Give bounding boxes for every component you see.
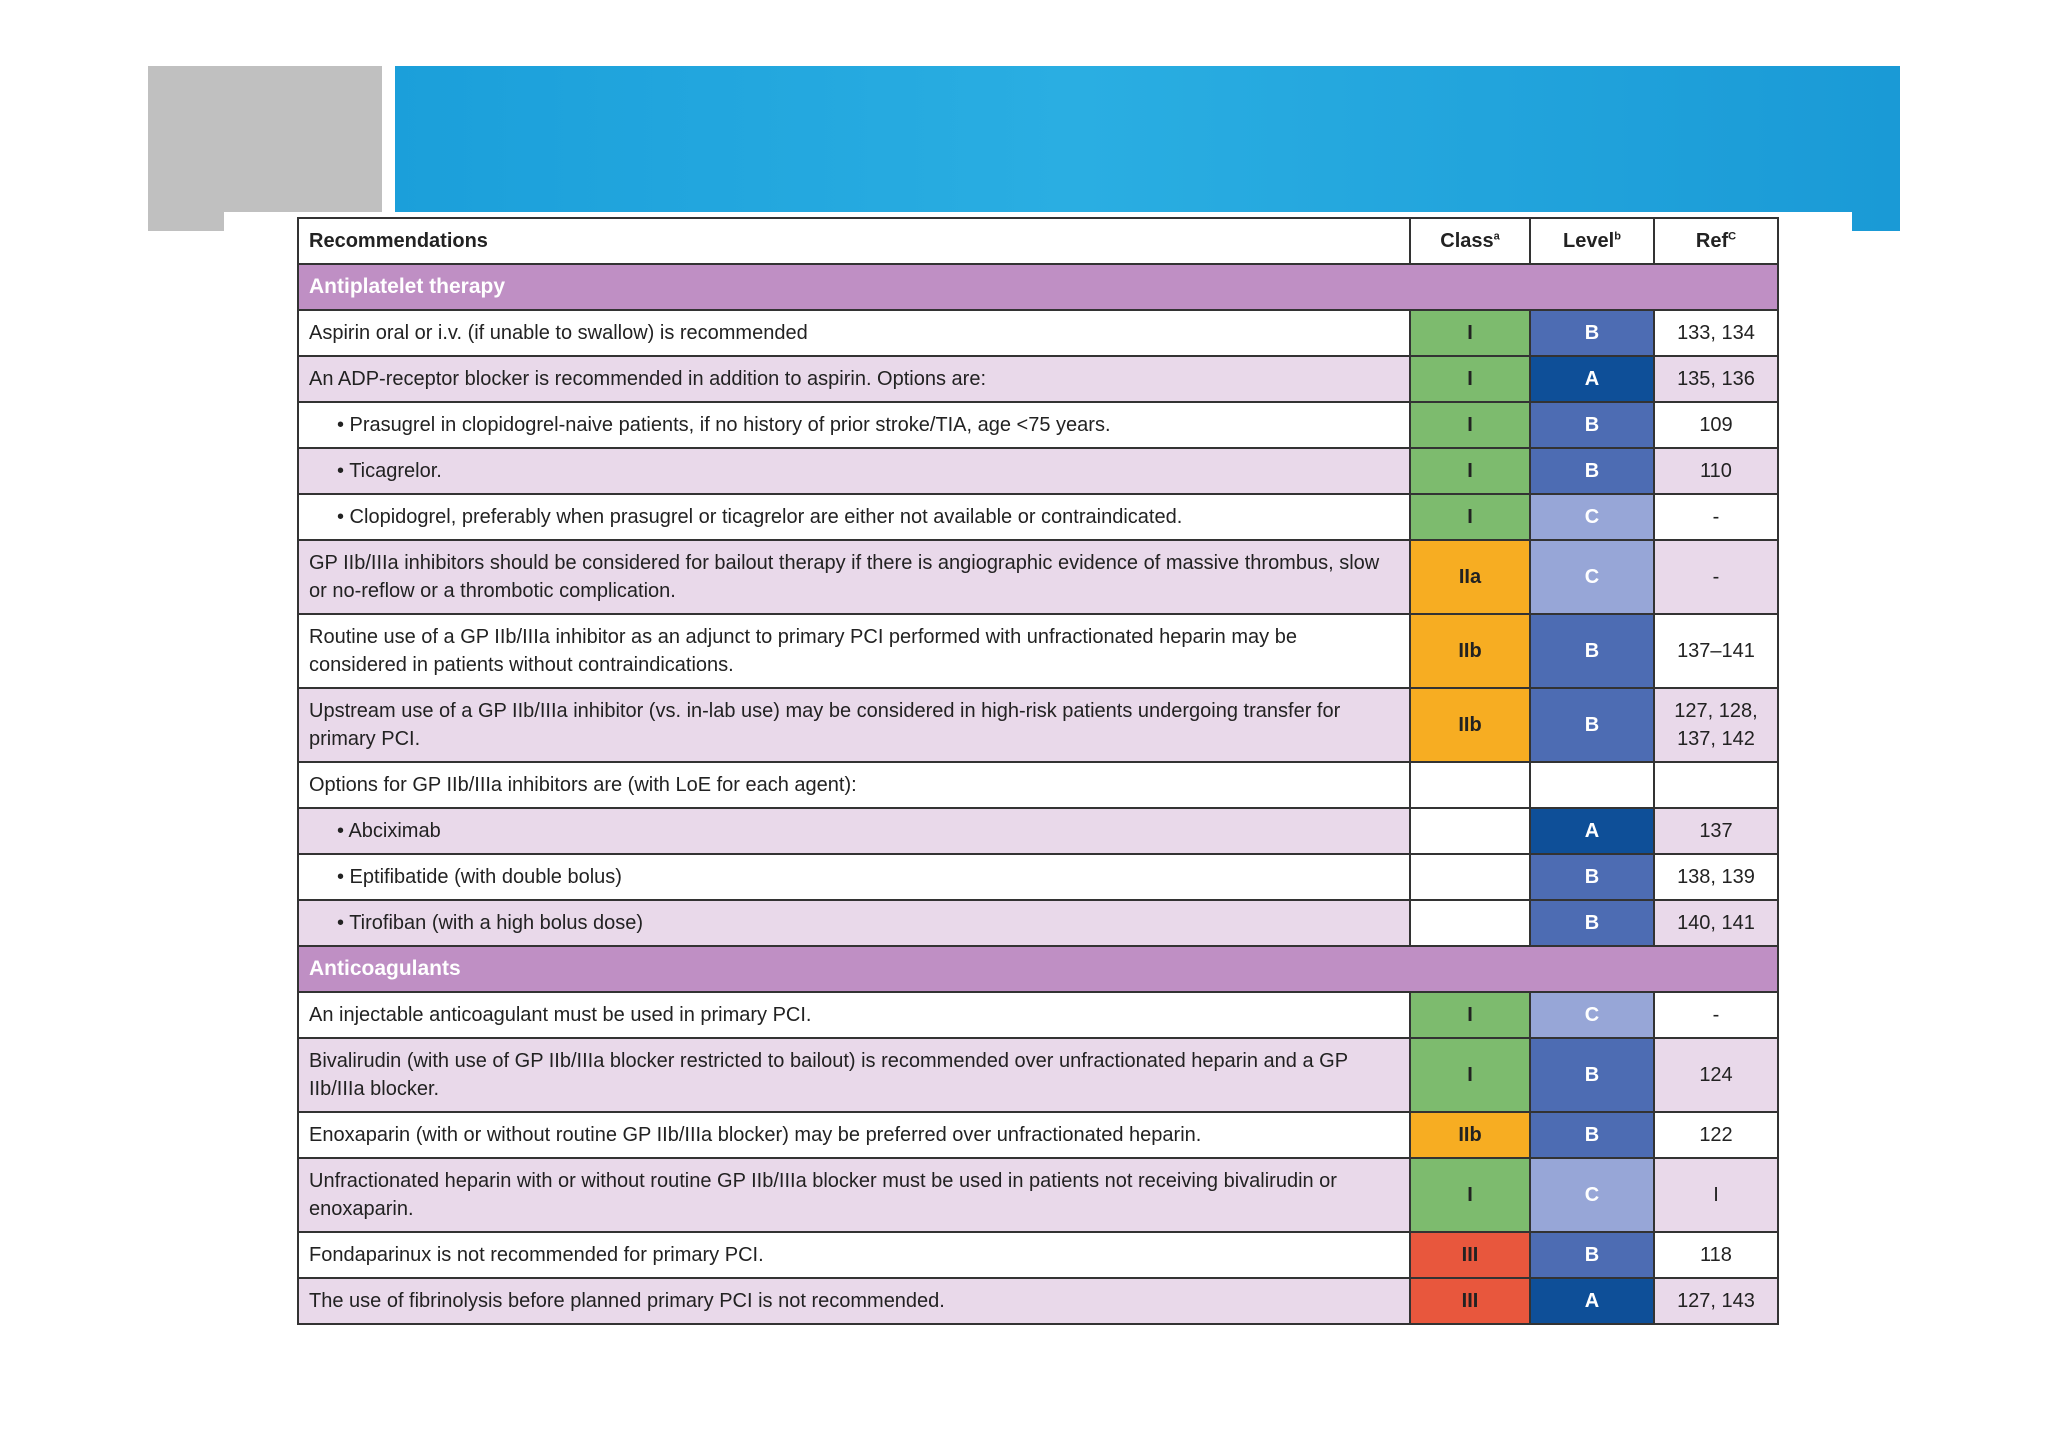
level-cell: B bbox=[1530, 402, 1654, 448]
recommendation-text: Unfractionated heparin with or without routine GP IIb/IIIa blocker must be used in patients not receiving bivalirudin or enoxaparin. bbox=[298, 1158, 1410, 1232]
recommendation-text: An injectable anticoagulant must be used in primary PCI. bbox=[298, 992, 1410, 1038]
class-cell: I bbox=[1410, 1038, 1530, 1112]
ref-cell: 110 bbox=[1654, 448, 1778, 494]
class-cell: I bbox=[1410, 356, 1530, 402]
class-cell bbox=[1410, 808, 1530, 854]
level-cell: B bbox=[1530, 688, 1654, 762]
table-row bbox=[298, 992, 1778, 1038]
class-cell: IIb bbox=[1410, 1112, 1530, 1158]
ref-cell: - bbox=[1654, 992, 1778, 1038]
class-cell: I bbox=[1410, 448, 1530, 494]
class-cell bbox=[1410, 854, 1530, 900]
table-body bbox=[298, 264, 1778, 1324]
ref-cell: 138, 139 bbox=[1654, 854, 1778, 900]
recommendation-text: • Abciximab bbox=[298, 808, 1410, 854]
level-cell: B bbox=[1530, 448, 1654, 494]
level-cell: A bbox=[1530, 356, 1654, 402]
ref-cell: I bbox=[1654, 1158, 1778, 1232]
ref-cell: 133, 134 bbox=[1654, 310, 1778, 356]
table-row bbox=[298, 310, 1778, 356]
class-cell: I bbox=[1410, 494, 1530, 540]
table-row bbox=[298, 540, 1778, 614]
level-cell: A bbox=[1530, 1278, 1654, 1324]
level-cell: C bbox=[1530, 540, 1654, 614]
class-cell bbox=[1410, 900, 1530, 946]
ref-cell: 124 bbox=[1654, 1038, 1778, 1112]
table-row bbox=[298, 494, 1778, 540]
table-row bbox=[298, 762, 1778, 808]
recommendation-text: Options for GP IIb/IIIa inhibitors are (with LoE for each agent): bbox=[298, 762, 1410, 808]
ref-cell: 109 bbox=[1654, 402, 1778, 448]
level-cell: B bbox=[1530, 900, 1654, 946]
header-class: Class$^a$ bbox=[1410, 218, 1530, 264]
table-row bbox=[298, 614, 1778, 688]
level-cell: B bbox=[1530, 614, 1654, 688]
ref-cell: - bbox=[1654, 494, 1778, 540]
class-cell: IIa bbox=[1410, 540, 1530, 614]
header-ref: Ref$^C$ bbox=[1654, 218, 1778, 264]
ref-cell: 135, 136 bbox=[1654, 356, 1778, 402]
recommendation-text: Enoxaparin (with or without routine GP IIb/IIIa blocker) may be preferred over unfractionated heparin. bbox=[298, 1112, 1410, 1158]
level-cell: C bbox=[1530, 1158, 1654, 1232]
recommendation-text: An ADP-receptor blocker is recommended in addition to aspirin. Options are: bbox=[298, 356, 1410, 402]
level-cell: C bbox=[1530, 494, 1654, 540]
recommendation-text: • Ticagrelor. bbox=[298, 448, 1410, 494]
recommendation-text: • Clopidogrel, preferably when prasugrel or ticagrelor are either not available or contraindicated. bbox=[298, 494, 1410, 540]
table-row bbox=[298, 900, 1778, 946]
ref-cell: 127, 128, 137, 142 bbox=[1654, 688, 1778, 762]
ref-cell: 122 bbox=[1654, 1112, 1778, 1158]
table-row bbox=[298, 1232, 1778, 1278]
level-cell: B bbox=[1530, 854, 1654, 900]
class-cell: I bbox=[1410, 992, 1530, 1038]
recommendation-text: GP IIb/IIIa inhibitors should be considered for bailout therapy if there is angiographic evidence of massive thrombus, slow or no-reflow or a thrombotic complication. bbox=[298, 540, 1410, 614]
recommendation-text: Bivalirudin (with use of GP IIb/IIIa blocker restricted to bailout) is recommended over unfractionated heparin and a GP IIb/IIIa blocker. bbox=[298, 1038, 1410, 1112]
level-cell: A bbox=[1530, 808, 1654, 854]
ref-cell: 118 bbox=[1654, 1232, 1778, 1278]
recommendation-text: Upstream use of a GP IIb/IIIa inhibitor (vs. in-lab use) may be considered in high-risk patients undergoing transfer for primary PCI. bbox=[298, 688, 1410, 762]
ref-cell: 140, 141 bbox=[1654, 900, 1778, 946]
class-cell: I bbox=[1410, 310, 1530, 356]
slide-gray-block bbox=[148, 66, 382, 231]
class-cell: I bbox=[1410, 1158, 1530, 1232]
recommendation-text: Fondaparinux is not recommended for primary PCI. bbox=[298, 1232, 1410, 1278]
table-row bbox=[298, 1278, 1778, 1324]
recommendations-table-container bbox=[297, 217, 1777, 1325]
section-header-row bbox=[298, 946, 1778, 992]
recommendation-text: The use of fibrinolysis before planned primary PCI is not recommended. bbox=[298, 1278, 1410, 1324]
level-cell bbox=[1530, 762, 1654, 808]
class-cell bbox=[1410, 762, 1530, 808]
recommendation-text: Aspirin oral or i.v. (if unable to swallow) is recommended bbox=[298, 310, 1410, 356]
section-title: Anticoagulants bbox=[298, 946, 1778, 992]
table-row bbox=[298, 402, 1778, 448]
table-row bbox=[298, 688, 1778, 762]
section-title: Antiplatelet therapy bbox=[298, 264, 1778, 310]
recommendation-text: • Eptifibatide (with double bolus) bbox=[298, 854, 1410, 900]
slide-header-banner bbox=[395, 66, 1900, 231]
table-row bbox=[298, 448, 1778, 494]
section-header-row bbox=[298, 264, 1778, 310]
ref-cell: 127, 143 bbox=[1654, 1278, 1778, 1324]
table-row bbox=[298, 1038, 1778, 1112]
level-cell: B bbox=[1530, 1232, 1654, 1278]
header-level: Level$^b$ bbox=[1530, 218, 1654, 264]
class-cell: IIb bbox=[1410, 688, 1530, 762]
table-row bbox=[298, 808, 1778, 854]
recommendation-text: • Prasugrel in clopidogrel-naive patients, if no history of prior stroke/TIA, age <75 years. bbox=[298, 402, 1410, 448]
level-cell: B bbox=[1530, 1112, 1654, 1158]
level-cell: C bbox=[1530, 992, 1654, 1038]
class-cell: I bbox=[1410, 402, 1530, 448]
ref-cell bbox=[1654, 762, 1778, 808]
ref-cell: - bbox=[1654, 540, 1778, 614]
table-row bbox=[298, 1158, 1778, 1232]
level-cell: B bbox=[1530, 310, 1654, 356]
recommendation-text: Routine use of a GP IIb/IIIa inhibitor as an adjunct to primary PCI performed with unfractionated heparin may be considered in patients without contraindications. bbox=[298, 614, 1410, 688]
table-row bbox=[298, 1112, 1778, 1158]
ref-cell: 137–141 bbox=[1654, 614, 1778, 688]
class-cell: III bbox=[1410, 1232, 1530, 1278]
recommendations-table bbox=[297, 217, 1779, 1325]
header-recommendations: Recommendations bbox=[298, 218, 1410, 264]
class-cell: IIb bbox=[1410, 614, 1530, 688]
level-cell: B bbox=[1530, 1038, 1654, 1112]
class-cell: III bbox=[1410, 1278, 1530, 1324]
table-row bbox=[298, 854, 1778, 900]
table-row bbox=[298, 356, 1778, 402]
ref-cell: 137 bbox=[1654, 808, 1778, 854]
table-header-row bbox=[298, 218, 1778, 264]
recommendation-text: • Tirofiban (with a high bolus dose) bbox=[298, 900, 1410, 946]
